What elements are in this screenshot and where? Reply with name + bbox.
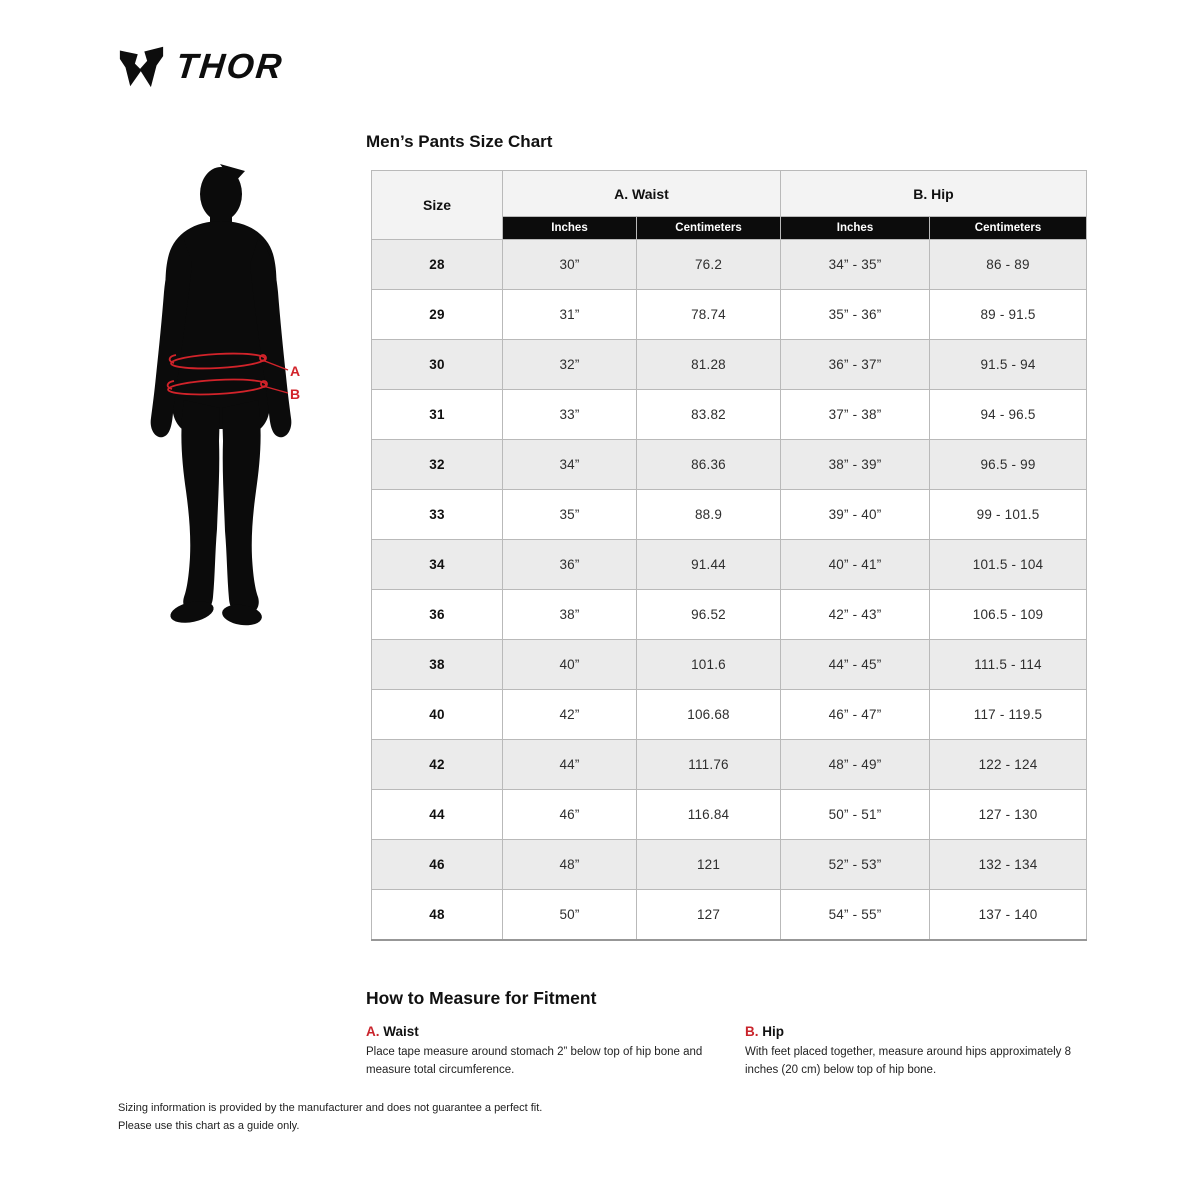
table-row xyxy=(372,440,1087,490)
cell-waist_in: 33” xyxy=(503,390,637,440)
cell-waist_in: 48” xyxy=(503,840,637,890)
cell-size: 29 xyxy=(372,290,503,340)
cell-hip_cm: 137 - 140 xyxy=(930,890,1087,940)
cell-size: 42 xyxy=(372,740,503,790)
cell-hip_in: 46” - 47” xyxy=(781,690,930,740)
table-row xyxy=(372,340,1087,390)
measure-item-name-waist: Waist xyxy=(383,1024,419,1039)
cell-hip_in: 34” - 35” xyxy=(781,240,930,290)
cell-size: 48 xyxy=(372,890,503,940)
cell-waist_cm: 116.84 xyxy=(637,790,781,840)
size-chart-table xyxy=(371,170,1087,941)
cell-hip_cm: 86 - 89 xyxy=(930,240,1087,290)
table-row xyxy=(372,390,1087,440)
cell-waist_cm: 88.9 xyxy=(637,490,781,540)
cell-hip_in: 48” - 49” xyxy=(781,740,930,790)
cell-size: 28 xyxy=(372,240,503,290)
cell-hip_cm: 132 - 134 xyxy=(930,840,1087,890)
cell-waist_cm: 106.68 xyxy=(637,690,781,740)
table-row xyxy=(372,290,1087,340)
cell-waist_in: 31” xyxy=(503,290,637,340)
sizing-disclaimer xyxy=(118,1100,542,1135)
cell-waist_cm: 101.6 xyxy=(637,640,781,690)
cell-hip_cm: 106.5 - 109 xyxy=(930,590,1087,640)
cell-hip_in: 40” - 41” xyxy=(781,540,930,590)
cell-hip_in: 36” - 37” xyxy=(781,340,930,390)
table-row xyxy=(372,690,1087,740)
cell-size: 32 xyxy=(372,440,503,490)
cell-size: 33 xyxy=(372,490,503,540)
hip-centimeters-header: Centimeters xyxy=(930,217,1087,240)
how-to-measure-title: How to Measure for Fitment xyxy=(366,988,597,1008)
cell-waist_cm: 96.52 xyxy=(637,590,781,640)
measure-item-letter-b: B. xyxy=(745,1024,759,1039)
cell-waist_in: 50” xyxy=(503,890,637,940)
cell-waist_cm: 127 xyxy=(637,890,781,940)
cell-waist_in: 34” xyxy=(503,440,637,490)
male-silhouette-figure xyxy=(148,160,313,638)
cell-size: 31 xyxy=(372,390,503,440)
cell-hip_cm: 101.5 - 104 xyxy=(930,540,1087,590)
table-row xyxy=(372,490,1087,540)
table-row xyxy=(372,640,1087,690)
cell-waist_cm: 121 xyxy=(637,840,781,890)
cell-hip_in: 54” - 55” xyxy=(781,890,930,940)
cell-hip_cm: 96.5 - 99 xyxy=(930,440,1087,490)
cell-size: 40 xyxy=(372,690,503,740)
table-header xyxy=(372,171,1087,240)
cell-hip_in: 38” - 39” xyxy=(781,440,930,490)
table-row xyxy=(372,590,1087,640)
cell-waist_in: 30” xyxy=(503,240,637,290)
cell-waist_cm: 111.76 xyxy=(637,740,781,790)
cell-hip_in: 52” - 53” xyxy=(781,840,930,890)
table-row xyxy=(372,790,1087,840)
cell-hip_cm: 117 - 119.5 xyxy=(930,690,1087,740)
cell-hip_in: 37” - 38” xyxy=(781,390,930,440)
cell-waist_in: 35” xyxy=(503,490,637,540)
table-row xyxy=(372,890,1087,940)
cell-hip_cm: 99 - 101.5 xyxy=(930,490,1087,540)
measure-item-text-waist: Place tape measure around stomach 2” below top of hip bone and measure total circumference. xyxy=(366,1046,703,1076)
cell-size: 30 xyxy=(372,340,503,390)
table-row xyxy=(372,840,1087,890)
cell-hip_cm: 122 - 124 xyxy=(930,740,1087,790)
waist-centimeters-header: Centimeters xyxy=(637,217,781,240)
brand-logo xyxy=(118,44,286,89)
cell-waist_cm: 81.28 xyxy=(637,340,781,390)
waist-group-header: A. Waist xyxy=(503,171,781,217)
cell-size: 46 xyxy=(372,840,503,890)
cell-hip_in: 50” - 51” xyxy=(781,790,930,840)
measure-item-waist xyxy=(366,1024,745,1080)
measure-item-text-hip: With feet placed together, measure around hips approximately 8 inches (20 cm) below top of hip bone. xyxy=(745,1046,1072,1076)
cell-hip_cm: 91.5 - 94 xyxy=(930,340,1087,390)
cell-size: 36 xyxy=(372,590,503,640)
table-row xyxy=(372,240,1087,290)
disclaimer-line-1: Sizing information is provided by the manufacturer and does not guarantee a perfect fit. xyxy=(118,1102,543,1114)
hip-group-header: B. Hip xyxy=(781,171,1087,217)
measure-item-letter-a: A. xyxy=(366,1024,380,1039)
cell-waist_in: 42” xyxy=(503,690,637,740)
cell-size: 38 xyxy=(372,640,503,690)
page-title: Men’s Pants Size Chart xyxy=(366,132,553,151)
figure-waist-label: A xyxy=(290,363,301,379)
cell-waist_cm: 91.44 xyxy=(637,540,781,590)
cell-hip_cm: 94 - 96.5 xyxy=(930,390,1087,440)
cell-hip_cm: 111.5 - 114 xyxy=(930,640,1087,690)
waist-inches-header: Inches xyxy=(503,217,637,240)
cell-waist_in: 44” xyxy=(503,740,637,790)
size-column-header: Size xyxy=(372,171,503,240)
hip-inches-header: Inches xyxy=(781,217,930,240)
cell-size: 34 xyxy=(372,540,503,590)
table-row xyxy=(372,740,1087,790)
cell-waist_in: 38” xyxy=(503,590,637,640)
cell-hip_cm: 127 - 130 xyxy=(930,790,1087,840)
thor-horns-logo-icon xyxy=(118,44,165,89)
cell-hip_in: 44” - 45” xyxy=(781,640,930,690)
cell-hip_in: 39” - 40” xyxy=(781,490,930,540)
silhouette-body xyxy=(151,164,292,628)
figure-hip-label: B xyxy=(290,386,301,402)
how-to-measure-section xyxy=(366,988,1090,1080)
cell-hip_in: 35” - 36” xyxy=(781,290,930,340)
measure-item-hip xyxy=(745,1024,1090,1080)
cell-hip_in: 42” - 43” xyxy=(781,590,930,640)
table-row xyxy=(372,540,1087,590)
cell-waist_in: 40” xyxy=(503,640,637,690)
cell-waist_in: 36” xyxy=(503,540,637,590)
cell-waist_cm: 78.74 xyxy=(637,290,781,340)
measure-item-name-hip: Hip xyxy=(762,1024,785,1039)
cell-hip_cm: 89 - 91.5 xyxy=(930,290,1087,340)
cell-waist_in: 32” xyxy=(503,340,637,390)
cell-size: 44 xyxy=(372,790,503,840)
table-body xyxy=(372,240,1087,940)
disclaimer-line-2: Please use this chart as a guide only. xyxy=(118,1119,300,1132)
cell-waist_cm: 83.82 xyxy=(637,390,781,440)
cell-waist_in: 46” xyxy=(503,790,637,840)
cell-waist_cm: 86.36 xyxy=(637,440,781,490)
brand-wordmark: THOR xyxy=(174,46,286,86)
cell-waist_cm: 76.2 xyxy=(637,240,781,290)
